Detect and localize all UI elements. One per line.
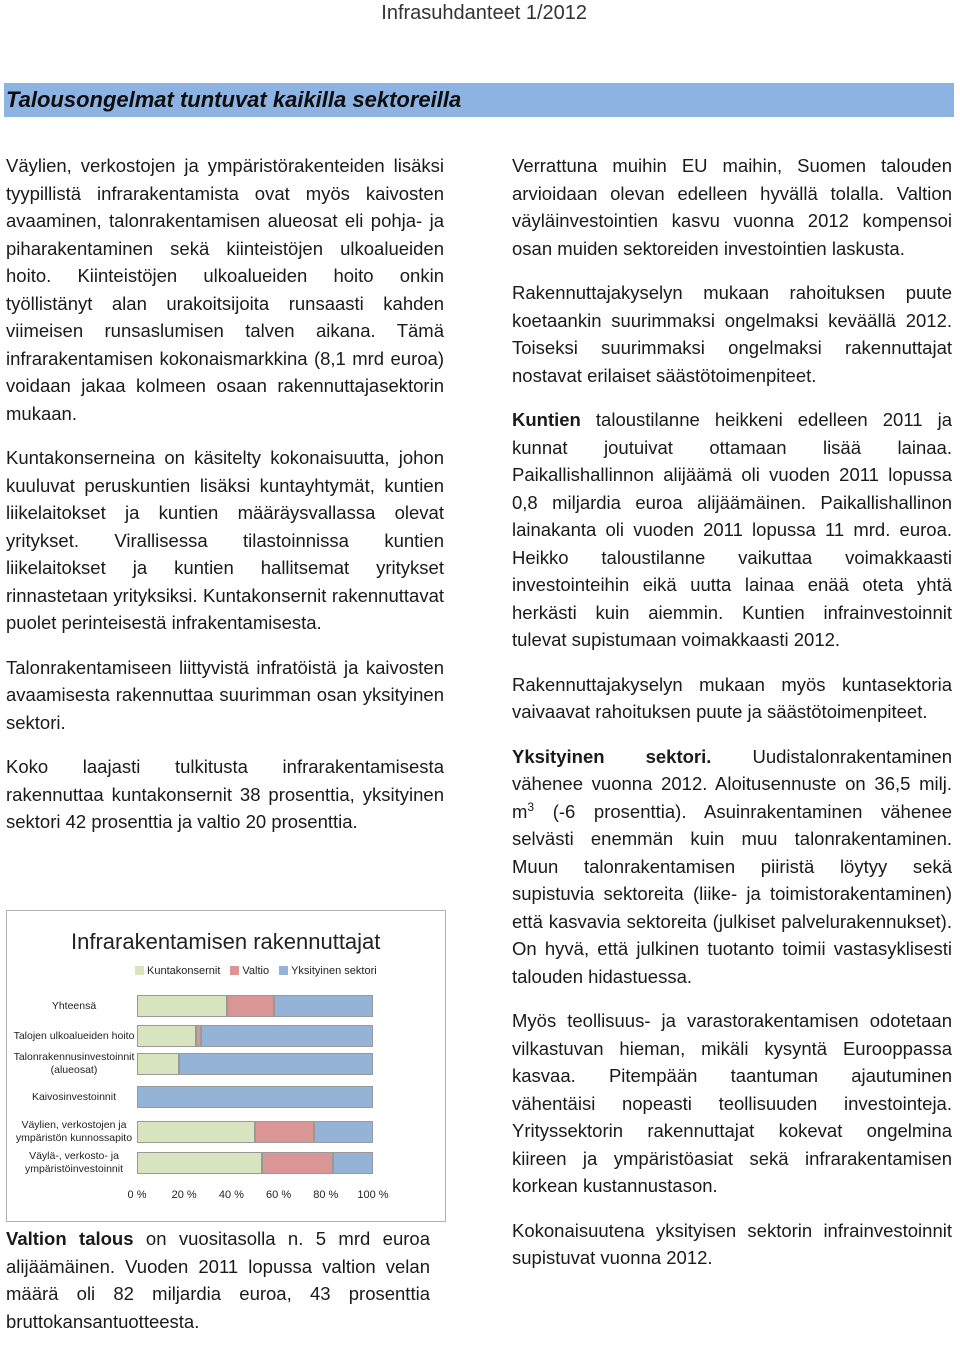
paragraph	[512, 152, 952, 262]
bar-segment	[137, 995, 227, 1017]
paragraph-text: taloustilanne heikkeni edelleen 2011 ja kunnat joutuivat ottamaan lisää lainaa. Paikallishallinnon alijäämä oli vuoden 2011 lopussa 0,8 miljardia euroa alijäämäinen. Paikallishallinon lainakanta oli vuoden 2011 lopussa 11 mrd. euroa. Heikko taloustilanne vaikuttaa voimakkaasti investointeihin eikä uutta lainaa enää oteta yhtä herkästi kuin aiemmin. Kuntien infrainvestoinnit tulevat supistumaan voimakkaasti 2012.	[512, 409, 952, 650]
paragraph-text: Kokonaisuutena yksityisen sektorin infrainvestoinnit supistuvat vuonna 2012.	[512, 1219, 952, 1268]
bar-segment	[137, 1152, 262, 1174]
paragraph-text: Rakennuttajakyselyn mukaan rahoituksen puute koetaankin suurimmaksi ongelmaksi keväällä 2012. Toiseksi suurimmaksi ongelmaksi rakennuttajat nostavat erilaiset säästötoimenpiteet.	[512, 282, 952, 386]
paragraph	[512, 671, 952, 726]
category-label: Talojen ulkoalueiden hoito	[13, 1029, 135, 1042]
paragraph-text: Myös teollisuus- ja varastorakentamisen odotetaan vilkastuvan hieman, mikäli kysyntä Eurooppassa kasvaa. Pitempään taantuman ajautuminen vähentäisi nopeasti teollisuuden investointeja. Yrityssektorin rakennuttajat kokevat ongelmina kiireen ja ympäristöasiat sekä infrarakentamisen korkean kustannustason.	[512, 1010, 952, 1196]
legend-swatch	[230, 966, 239, 975]
bar-segment	[179, 1053, 373, 1075]
bar-segment	[274, 995, 373, 1017]
superscript: 3	[527, 799, 535, 814]
x-tick-label: 20 %	[171, 1189, 197, 1201]
bar-segment	[333, 1152, 373, 1174]
x-tick-label: 100 %	[357, 1189, 389, 1201]
legend-label: Yksityinen sektori	[291, 965, 377, 977]
bar-segment	[137, 1025, 196, 1047]
paragraph	[512, 1007, 952, 1200]
paragraph	[512, 279, 952, 389]
paragraph	[512, 743, 952, 991]
bar-segment	[137, 1053, 179, 1075]
legend-swatch	[135, 966, 144, 975]
legend-label: Valtio	[242, 965, 270, 977]
bar-segment	[262, 1152, 333, 1174]
bar-segment	[137, 1086, 373, 1108]
paragraph: Talonrakentamiseen liittyvistä infratöistä ja kaivosten avaamisesta rakennuttaa suurimman osan yksityinen sektori.	[6, 656, 444, 733]
publication-title: Infrasuhdanteet 1/2012	[381, 2, 587, 24]
category-label: Väylä-, verkosto- ja ympäristöinvestoinnit	[24, 1150, 124, 1175]
category-label: Yhteensä	[51, 999, 97, 1012]
paragraph-text: Uudistalonrakentaminen vähenee vuonna 2012. Aloitusennuste on 36,5 milj. m	[512, 745, 952, 822]
page-header	[0, 0, 960, 28]
chart	[6, 910, 446, 1222]
bold-lead: Kuntien	[512, 409, 581, 430]
bold-lead: Valtion talous	[6, 1228, 134, 1249]
x-tick-label: 60 %	[266, 1189, 292, 1201]
bar-segment	[255, 1121, 314, 1143]
paragraph-text: on vuositasolla n. 5 mrd euroa alijäämäinen. Vuoden 2011 lopussa valtion velan määrä oli 82 miljardia euroa, 43 prosenttia bruttokansantuotteesta.	[6, 1228, 430, 1332]
paragraph-text: (-6 prosenttia). Asuinrakentaminen vähenee selvästi enemmän kuin muu talonrakentaminen. Muun talonrakentamisen piiristä löytyy sekä supistuvia sektoreita (liike- ja toimistorakentaminen) että kasvavia sektoreita (julkiset palvelurakennukset). On hyvä, että julkinen tuotanto toimii vastasyklisesti talouden hidastuessa.	[512, 800, 952, 987]
bar-segment	[201, 1025, 373, 1047]
x-tick-label: 40 %	[218, 1189, 244, 1201]
paragraph	[512, 1217, 952, 1272]
paragraph: Koko laajasti tulkitusta infrarakentamisesta rakennuttaa kuntakonsernit 38 prosenttia, yksityinen sektori 42 prosenttia ja valtio 20 prosenttia.	[6, 756, 444, 832]
category-label: Väylien, verkostojen ja ympäristön kunnossapito	[15, 1119, 133, 1144]
x-tick-label: 80 %	[313, 1189, 339, 1201]
right-column	[512, 152, 952, 1289]
bar-segment	[314, 1121, 373, 1143]
section-banner	[4, 83, 954, 117]
legend-item	[230, 965, 269, 977]
chart-legend	[135, 965, 387, 977]
legend-item	[135, 965, 220, 977]
paragraph: Väylien, verkostojen ja ympäristörakenteiden lisäksi tyypillistä infrarakentamista ovat myös kaivosten avaaminen, talonrakentamisen alueosat eli pohja- ja piharakentaminen sekä kiinteistöjen ulkoalueiden hoito. Kiinteistöjen ulkoalueiden hoito onkin työllistänyt alan urakoitsijoita runsaasti kahden viimeisen runsaslumisen talven aikana. Tämä infrarakentamisen kokonaismarkkina (8,1 mrd euroa) voidaan jakaa kolmeen osaan rakennuttajasektorin mukaan.	[6, 155, 444, 424]
category-label: Talonrakennusinvestoinnit (alueosat)	[13, 1051, 135, 1076]
paragraph-text: Verrattuna muihin EU maihin, Suomen talouden arvioidaan olevan edelleen hyvällä tolalla. Valtion väyläinvestointien kasvu vuonna 2012 kompensoi osan muiden sektoreiden investointien laskusta.	[512, 155, 952, 259]
bold-lead: Yksityinen sektori.	[512, 745, 712, 767]
paragraph: Kuntakonserneina on käsitelty kokonaisuutta, johon kuuluvat peruskuntien lisäksi kuntayhtymät, kuntien liikelaitokset ja kuntien määräysvallassa olevat yritykset. Virallisessa tilastoinnissa kuntien liikelaitokset ja kuntien hallitsemat yritykset rinnastetaan yrityksiksi. Kuntakonsernit rakennuttavat puolet perinteisestä infrakentamisesta.	[6, 447, 444, 633]
paragraph-text: Rakennuttajakyselyn mukaan myös kuntasektoria vaivaavat rahoituksen puute ja säästötoimenpiteet.	[512, 673, 952, 722]
legend-label: Kuntakonsernit	[147, 965, 221, 977]
legend-swatch	[279, 966, 288, 975]
paragraph	[512, 406, 952, 654]
section-title: Talousongelmat tuntuvat kaikilla sektoreilla	[6, 87, 462, 112]
legend-item	[279, 965, 377, 977]
bottom-left-text	[6, 1225, 430, 1352]
chart-title: Infrarakentamisen rakennuttajat	[71, 929, 381, 954]
bar-segment	[227, 995, 274, 1017]
x-tick-label: 0 %	[127, 1189, 147, 1201]
bar-segment	[137, 1121, 255, 1143]
category-label: Kaivosinvestoinnit	[31, 1090, 117, 1103]
left-column	[6, 152, 444, 853]
